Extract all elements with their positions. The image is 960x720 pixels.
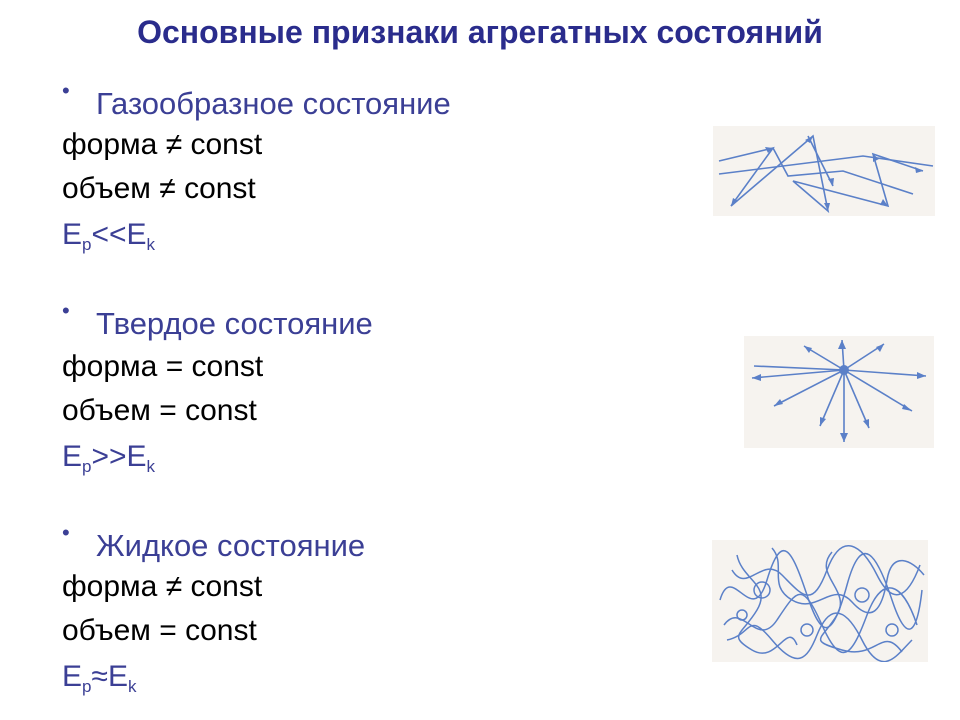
bullet-icon: •: [62, 78, 70, 103]
energy-left-sub: p: [82, 457, 92, 476]
energy-right-sub: k: [127, 677, 137, 696]
energy-relation: [62, 440, 155, 477]
volume-property: объем ≠ const: [62, 172, 256, 205]
energy-right: E: [126, 440, 147, 473]
solid-vibration-icon: [744, 336, 934, 448]
heading-label: Жидкое состояние: [96, 528, 366, 563]
energy-right: E: [107, 660, 128, 693]
bullet-icon: •: [62, 298, 70, 323]
bullet-icon: •: [62, 520, 70, 545]
energy-left-sub: p: [82, 235, 92, 254]
energy-left: E: [62, 440, 83, 473]
energy-right-sub: k: [146, 235, 156, 254]
volume-property: объем = const: [62, 614, 257, 647]
page-title: Основные признаки агрегатных состояний: [137, 14, 823, 50]
heading-label: Газообразное состояние: [96, 86, 451, 121]
energy-relation: [62, 660, 136, 697]
form-property: форма ≠ const: [62, 128, 263, 161]
energy-relation: [62, 218, 155, 255]
form-property: форма ≠ const: [62, 570, 263, 603]
form-property: форма = const: [62, 350, 264, 383]
heading-label: Твердое состояние: [96, 306, 373, 341]
energy-relation-sign: ≈: [91, 660, 108, 693]
energy-left-sub: p: [82, 677, 92, 696]
energy-relation-sign: <<: [91, 218, 127, 251]
gas-trajectory-icon: [713, 126, 935, 216]
energy-relation-sign: >>: [91, 440, 127, 473]
energy-left: E: [62, 218, 83, 251]
volume-property: объем = const: [62, 394, 257, 427]
energy-right-sub: k: [146, 457, 156, 476]
liquid-tangle-icon: [712, 540, 928, 662]
energy-left: E: [62, 660, 83, 693]
energy-right: E: [126, 218, 147, 251]
